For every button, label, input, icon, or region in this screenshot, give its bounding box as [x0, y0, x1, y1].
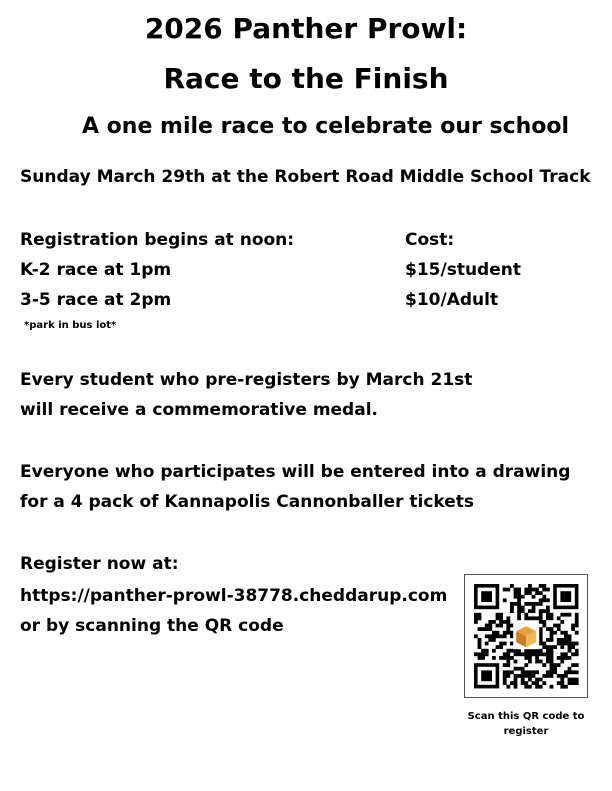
register-qr-note: or by scanning the QR code [20, 616, 284, 636]
medal-line-1: Every student who pre-registers by March 21st [20, 370, 473, 390]
title-line-1: 2026 Panther Prowl: [144, 12, 468, 45]
qr-code-graphic [465, 575, 587, 697]
race-k2-time: K-2 race at 1pm [20, 260, 172, 280]
event-date-location: Sunday March 29th at the Robert Road Middle School Track [20, 167, 591, 187]
register-url[interactable]: https://panther-prowl-38778.cheddarup.com [20, 586, 448, 606]
cost-label: Cost: [405, 230, 455, 250]
title-line-2: Race to the Finish [163, 62, 449, 95]
cost-adult: $10/Adult [405, 290, 499, 310]
race-35-time: 3-5 race at 2pm [20, 290, 172, 310]
drawing-line-2: for a 4 pack of Kannapolis Cannonballer tickets [20, 492, 475, 512]
box-logo-icon [513, 623, 539, 649]
subtitle: A one mile race to celebrate our school [82, 114, 570, 139]
medal-line-2: will receive a commemorative medal. [20, 400, 378, 420]
register-heading: Register now at: [20, 554, 179, 574]
registration-time: Registration begins at noon: [20, 230, 295, 250]
qr-caption: Scan this QR code to register [467, 711, 585, 737]
drawing-line-1: Everyone who participates will be entered into a drawing [20, 462, 571, 482]
parking-note: *park in bus lot* [24, 320, 117, 331]
cost-student: $15/student [405, 260, 521, 280]
qr-code-icon[interactable] [464, 574, 588, 698]
